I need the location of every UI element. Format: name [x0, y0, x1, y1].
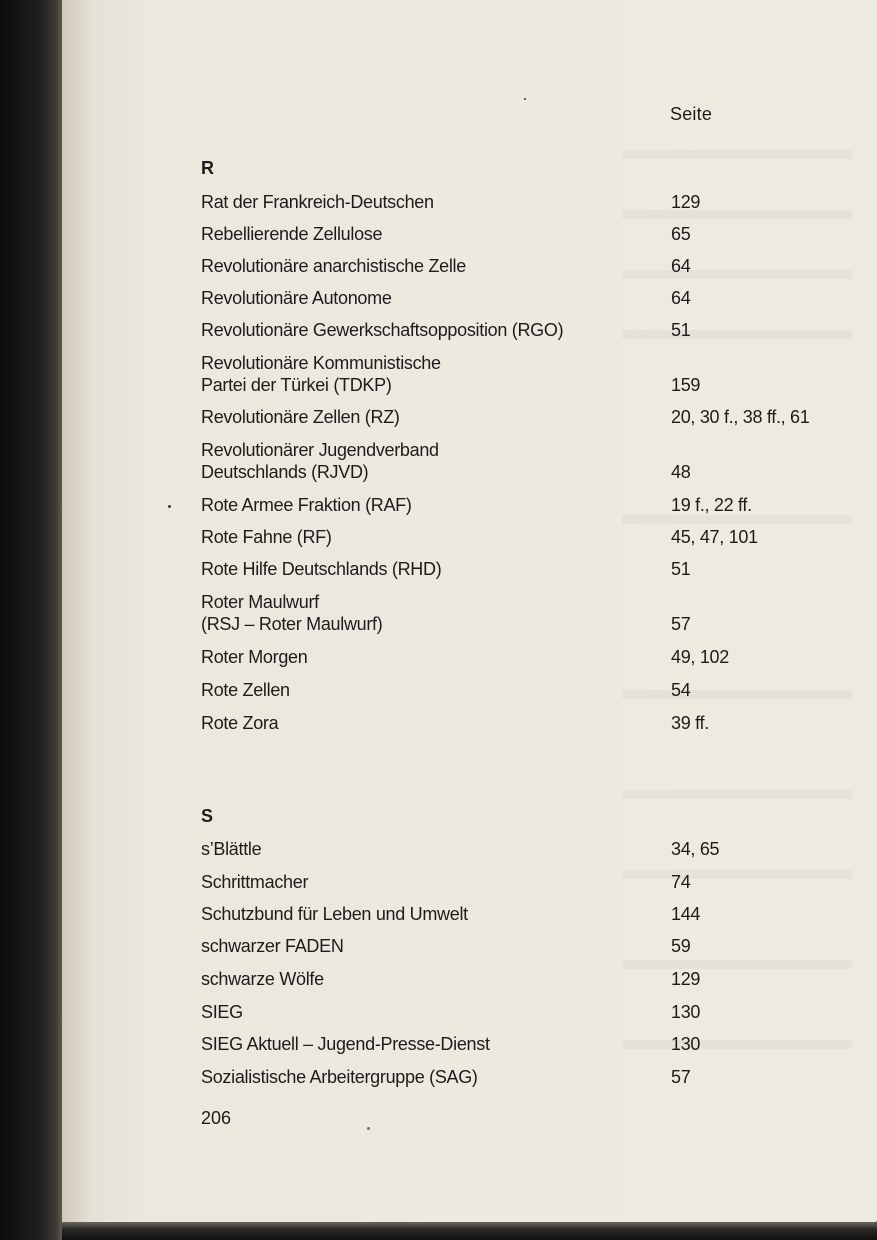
- entry-name: Rote Fahne (RF): [201, 527, 332, 547]
- paper-speck: [524, 98, 526, 100]
- entry-name: s’Blättle: [201, 839, 262, 859]
- show-through: [622, 1040, 852, 1049]
- entry-name: schwarzer FADEN: [201, 936, 344, 956]
- entry-pages: 54: [671, 680, 691, 700]
- section-letter-r: R: [201, 158, 214, 178]
- show-through: [622, 515, 852, 524]
- entry-name: SIEG Aktuell – Jugend-Presse-Dienst: [201, 1034, 490, 1054]
- entry-name: Revolutionäre anarchistische Zelle: [201, 256, 466, 276]
- entry-name: Revolutionäre Zellen (RZ): [201, 407, 400, 427]
- show-through: [622, 960, 852, 969]
- entry-name: Schutzbund für Leben und Umwelt: [201, 904, 468, 924]
- entry-name: Revolutionärer Jugendverband Deutschlands (RJVD): [201, 440, 439, 482]
- entry-pages: 64: [671, 256, 691, 276]
- entry-pages: 159: [671, 375, 701, 395]
- entry-name: Revolutionäre Autonome: [201, 288, 392, 308]
- page-column-header: Seite: [670, 104, 713, 124]
- entry-name: Revolutionäre Gewerkschaftsopposition (RGO): [201, 320, 564, 340]
- entry-pages: 20, 30 f., 38 ff., 61: [671, 407, 810, 427]
- entry-pages: 34, 65: [671, 839, 720, 859]
- page-number: 206: [201, 1108, 232, 1128]
- entry-name: schwarze Wölfe: [201, 969, 324, 989]
- entry-pages: 59: [671, 936, 691, 956]
- entry-pages: 48: [671, 462, 691, 482]
- show-through: [622, 870, 852, 879]
- entry-pages: 65: [671, 224, 691, 244]
- entry-name: SIEG: [201, 1002, 243, 1022]
- show-through: [622, 690, 852, 699]
- entry-pages: 57: [671, 614, 691, 634]
- entry-name: Rat der Frankreich-Deutschen: [201, 192, 434, 212]
- page-bottom-edge: [62, 1222, 877, 1240]
- paper-speck: [367, 1127, 370, 1130]
- entry-pages: 57: [671, 1067, 691, 1087]
- entry-name: Revolutionäre Kommunistische Partei der Türkei (TDKP): [201, 353, 441, 395]
- entry-name: Rote Zellen: [201, 680, 290, 700]
- book-page: [62, 0, 877, 1222]
- entry-pages: 19 f., 22 ff.: [671, 495, 752, 515]
- entry-name: Schrittmacher: [201, 872, 309, 892]
- entry-pages: 64: [671, 288, 691, 308]
- entry-pages: 45, 47, 101: [671, 527, 758, 547]
- entry-pages: 49, 102: [671, 647, 729, 667]
- entry-pages: 39 ff.: [671, 713, 709, 733]
- entry-pages: 129: [671, 192, 701, 212]
- entry-pages: 129: [671, 969, 701, 989]
- entry-name: Rebellierende Zellulose: [201, 224, 383, 244]
- entry-pages: 51: [671, 559, 691, 579]
- show-through: [622, 330, 852, 339]
- show-through: [622, 210, 852, 219]
- entry-name: Rote Zora: [201, 713, 279, 733]
- entry-name: Sozialistische Arbeitergruppe (SAG): [201, 1067, 478, 1087]
- show-through: [622, 270, 852, 279]
- entry-pages: 144: [671, 904, 701, 924]
- entry-name: Roter Maulwurf (RSJ – Roter Maulwurf): [201, 592, 383, 634]
- section-letter-s: S: [201, 806, 214, 826]
- show-through: [622, 150, 852, 159]
- entry-name: Rote Armee Fraktion (RAF): [201, 495, 412, 515]
- entry-pages: 130: [671, 1002, 701, 1022]
- entry-pages: 51: [671, 320, 691, 340]
- entry-name: Roter Morgen: [201, 647, 308, 667]
- entry-name: Rote Hilfe Deutschlands (RHD): [201, 559, 442, 579]
- book-binding-shadow: [0, 0, 70, 1240]
- entry-pages: 74: [671, 872, 691, 892]
- paper-speck: [168, 505, 171, 508]
- entry-pages: 130: [671, 1034, 701, 1054]
- show-through: [622, 790, 852, 799]
